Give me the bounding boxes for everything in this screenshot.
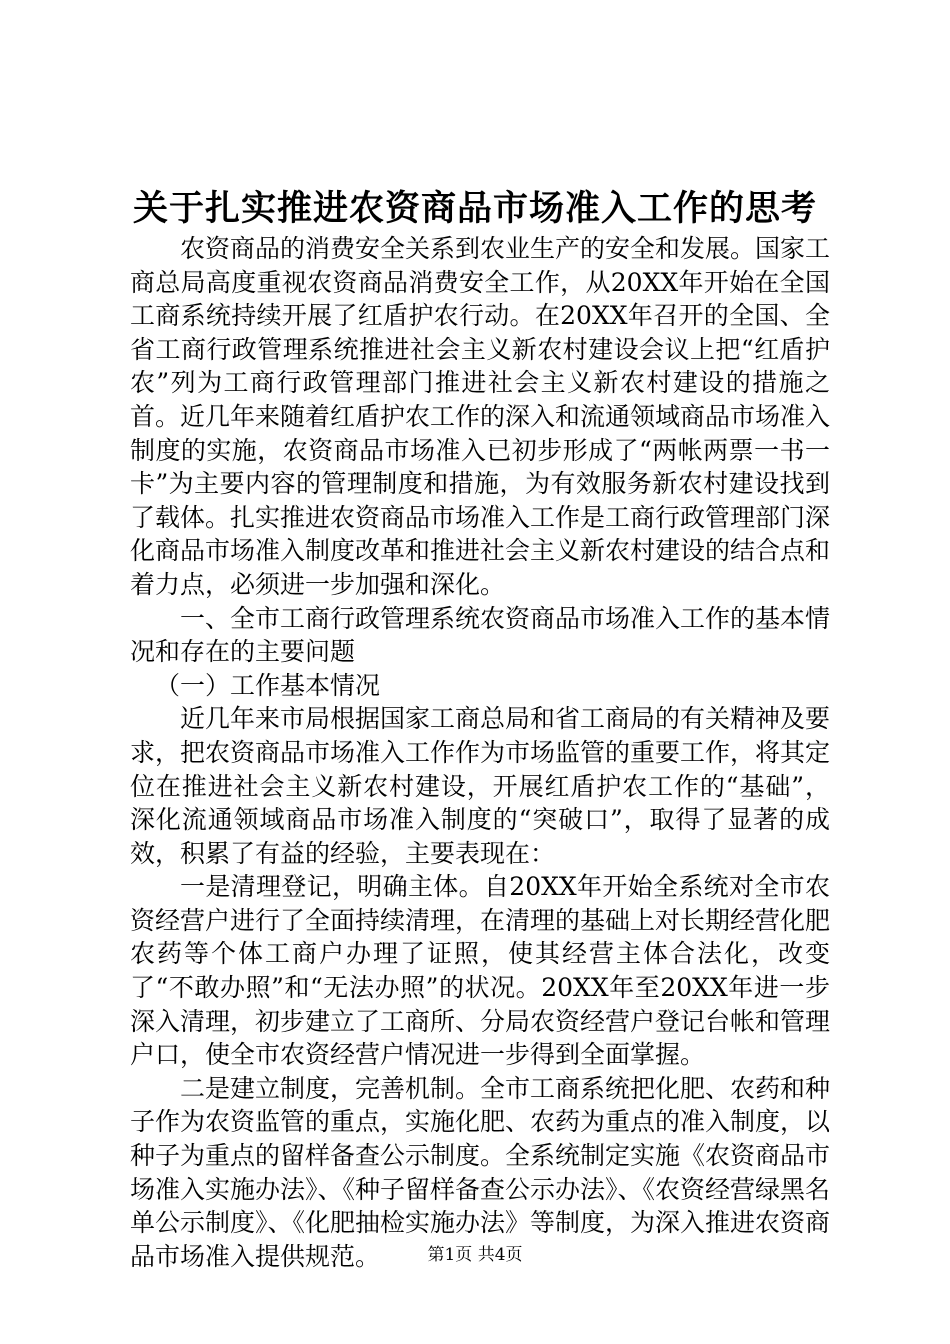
document-title: 关于扎实推进农资商品市场准入工作的思考 (132, 188, 817, 229)
page-number-footer: 第1页 共4页 (427, 1245, 523, 1265)
paragraph-situation: 近几年来市局根据国家工商总局和省工商局的有关精神及要求，把农资商品市场准入工作作为市场监管的重要工作，将其定位在推进社会主义新农村建设，开展红盾护农工作的“基础”，深化流通领域商品市场准入制度的“突破口”，取得了显著的成效，积累了有益的经验，主要表现在： (130, 704, 831, 868)
paragraph-point-2: 二是建立制度，完善机制。全市工商系统把化肥、农药和种子作为农资监管的重点，实施化肥、农药为重点的准入制度，以种子为重点的留样备查公示制度。全系统制定实施《农资商品市场准入实施办法》、《种子留样备查公示办法》、《农资经营绿黑名单公示制度》、《化肥抽检实施办法》等制度，为深入推进农资商品市场准入提供规范。 (130, 1073, 831, 1271)
paragraph-point-1: 一是清理登记，明确主体。自20XX年开始全系统对全市农资经营户进行了全面持续清理，在清理的基础上对长期经营化肥农药等个体工商户办理了证照，使其经营主体合法化，改变了“不敢办照”和“无法办照”的状况。20XX年至20XX年进一步深入清理，初步建立了工商所、分局农资经营户登记台帐和管理户口，使全市农资经营户情况进一步得到全面掌握。 (130, 872, 831, 1070)
section-heading-1: 一、全市工商行政管理系统农资商品市场准入工作的基本情况和存在的主要问题 (130, 603, 831, 667)
subsection-heading-1: （一）工作基本情况 (155, 670, 381, 700)
paragraph-intro: 农资商品的消费安全关系到农业生产的安全和发展。国家工商总局高度重视农资商品消费安全工作，从20XX年开始在全国工商系统持续开展了红盾护农行动。在20XX年召开的全国、全省工商行政管理系统推进社会主义新农村建设会议上把“红盾护农”列为工商行政管理部门推进社会主义新农村建设的措施之首。近几年来随着红盾护农工作的深入和流通领域商品市场准入制度的实施，农资商品市场准入已初步形成了“两帐两票一书一卡”为主要内容的管理制度和措施，为有效服务新农村建设找到了载体。扎实推进农资商品市场准入工作是工商行政管理部门深化商品市场准入制度改革和推进社会主义新农村建设的结合点和着力点，必须进一步加强和深化。 (130, 234, 831, 599)
document-body (130, 232, 830, 1273)
